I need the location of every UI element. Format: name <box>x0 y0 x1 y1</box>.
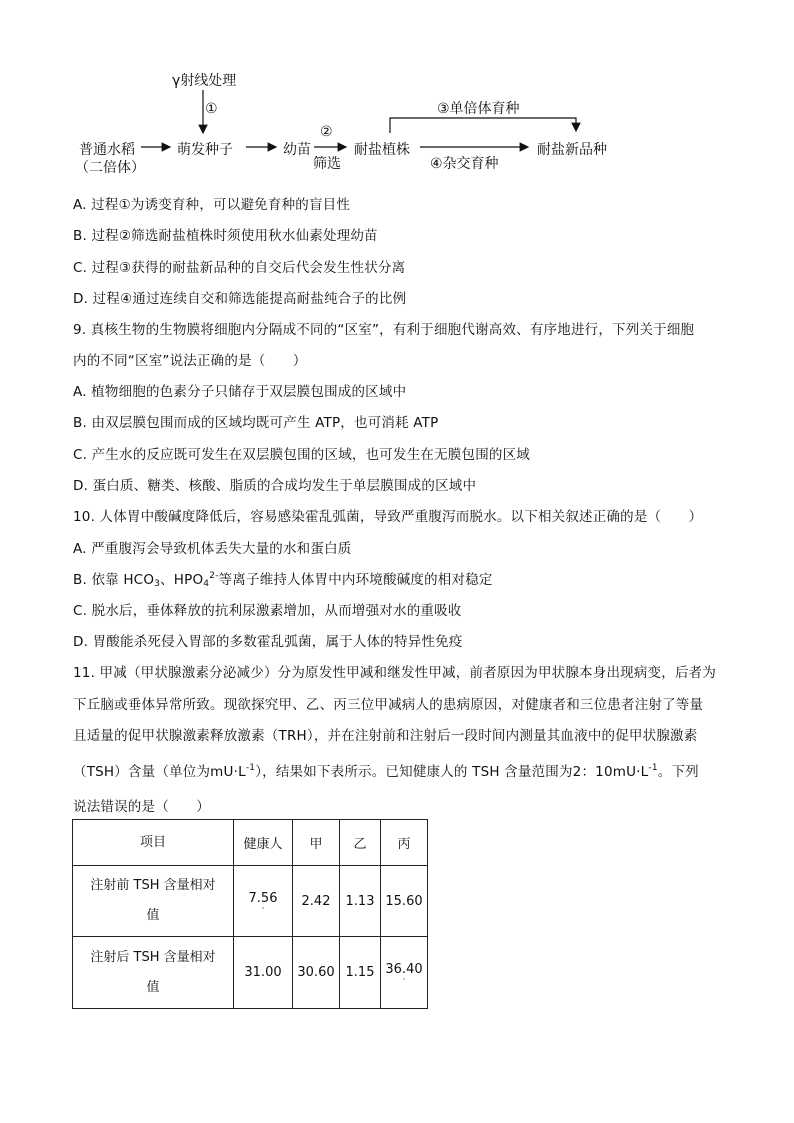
q10-b-sub1: 3 <box>154 579 161 589</box>
row-label <box>73 866 234 937</box>
step4-label: ④杂交育种 <box>430 156 499 172</box>
q10-option-a: A. 严重腹泻会导致机体丢失大量的水和蛋白质 <box>73 541 352 557</box>
table-cell: 1.15 <box>340 937 381 1009</box>
q11-l4-mid: ），结果如下表所示。已知健康人的 TSH 含量范围为2：10mU·L <box>255 764 649 780</box>
table-cell: 36.40 · <box>381 937 428 1009</box>
q10-option-c: C. 脱水后，垂体释放的抗利尿激素增加，从而增强对水的重吸收 <box>73 603 462 619</box>
q11-l4-sup2: -1 <box>648 763 658 773</box>
q9-option-b: B. 由双层膜包围而成的区域均既可产生 ATP，也可消耗 ATP <box>73 415 439 431</box>
cell-value: 36.40 <box>385 962 423 977</box>
q10-b-sup: 2- <box>209 571 219 581</box>
step2-label: ② <box>320 124 333 140</box>
q8-option-c: C. 过程③获得的耐盐新品种的自交后代会发生性状分离 <box>73 260 406 276</box>
q11-line3: 且适量的促甲状腺激素释放激素（TRH），并在注射前和注射后一段时间内测量其血液中的促甲状腺激素 <box>73 728 698 744</box>
cell-value: 7.56 <box>248 890 278 906</box>
step3-label: ③单倍体育种 <box>437 101 520 117</box>
diploid-label: （二倍体） <box>75 160 145 176</box>
table-cell: 1.13 <box>340 866 381 937</box>
q11-l4-sup1: -1 <box>245 763 256 773</box>
table-cell: 30.60 <box>293 937 340 1009</box>
table-row <box>73 937 428 1009</box>
table-cell: 15.60 <box>381 866 428 937</box>
header-cell: 甲 <box>293 820 340 866</box>
q10-option-b <box>73 568 493 589</box>
header-cell: 丙 <box>381 820 428 866</box>
step1-label: ① <box>205 101 218 117</box>
table-cell: 31.00 <box>234 937 293 1009</box>
header-cell: 项目 <box>73 820 234 866</box>
q10-stem: 10. 人体胃中酸碱度降低后，容易感染霍乱弧菌，导致严重腹泻而脱水。以下相关叙述正确的是（ ） <box>73 509 703 525</box>
q9-stem-line2: 内的不同“区室”说法正确的是（ ） <box>73 353 307 369</box>
breeding-flow-diagram <box>0 0 794 190</box>
rice-label: 普通水稻 <box>79 142 135 158</box>
q8-option-a: A. 过程①为诱变育种，可以避免育种的盲目性 <box>73 197 351 213</box>
q9-stem-line1: 9. 真核生物的生物膜将细胞内分隔成不同的“区室”，有利于细胞代谢高效、有序地进行，下列关于细胞 <box>73 322 695 338</box>
gamma-label: γ射线处理 <box>172 73 237 89</box>
table-cell: 2.42 <box>293 866 340 937</box>
table-cell: 7.56 · <box>234 866 293 937</box>
q9-option-a: A. 植物细胞的色素分子只储存于双层膜包围成的区域中 <box>73 384 407 400</box>
screen-label: 筛选 <box>313 156 341 172</box>
row-label-line1: 注射前 TSH 含量相对 <box>90 878 216 893</box>
table-header-row <box>73 820 428 866</box>
q11-l4-post: 。下列 <box>657 764 699 780</box>
q11-line1: 11. 甲减（甲状腺激素分泌减少）分为原发性甲减和继发性甲减，前者原因为甲状腺本身出现病变，后者为 <box>73 665 717 681</box>
q10-option-d: D. 胃酸能杀死侵入胃部的多数霍乱弧菌，属于人体的特异性免疫 <box>73 634 463 650</box>
plant-label: 耐盐植株 <box>354 142 410 158</box>
q9-option-d: D. 蛋白质、糖类、核酸、脂质的合成均发生于单层膜围成的区域中 <box>73 478 477 494</box>
q10-b-mid: 、HPO <box>160 572 204 588</box>
q11-line4 <box>73 760 699 780</box>
q10-b-pre: B. 依靠 HCO <box>73 572 155 588</box>
q9-option-c: C. 产生水的反应既可发生在双层膜包围的区域，也可发生在无膜包围的区域 <box>73 447 531 463</box>
q11-line5: 说法错误的是（ ） <box>73 799 210 815</box>
header-cell: 健康人 <box>234 820 293 866</box>
row-label-line1: 注射后 TSH 含量相对 <box>90 949 216 965</box>
tsh-table <box>72 819 428 1009</box>
table-row <box>73 866 428 937</box>
q11-line2: 下丘脑或垂体异常所致。现欲探究甲、乙、丙三位甲减病人的患病原因，对健康者和三位患者注射了等量 <box>73 697 704 713</box>
q8-option-b: B. 过程②筛选耐盐植株时须使用秋水仙素处理幼苗 <box>73 228 378 244</box>
row-label-line2: 值 <box>146 908 160 923</box>
row-label <box>73 937 234 1009</box>
new-variety-label: 耐盐新品种 <box>537 142 607 158</box>
q11-l4-pre: （TSH）含量（单位为mU·L <box>73 764 246 780</box>
row-label-line2: 值 <box>146 979 160 995</box>
seed-label: 萌发种子 <box>177 142 233 158</box>
header-cell: 乙 <box>340 820 381 866</box>
arrow-haploid <box>390 118 576 133</box>
q10-b-sub2: 4 <box>203 579 210 589</box>
q10-b-post: 等离子维持人体胃中内环境酸碱度的相对稳定 <box>218 572 493 588</box>
q8-option-d: D. 过程④通过连续自交和筛选能提高耐盐纯合子的比例 <box>73 291 407 307</box>
seedling-label: 幼苗 <box>283 142 311 158</box>
